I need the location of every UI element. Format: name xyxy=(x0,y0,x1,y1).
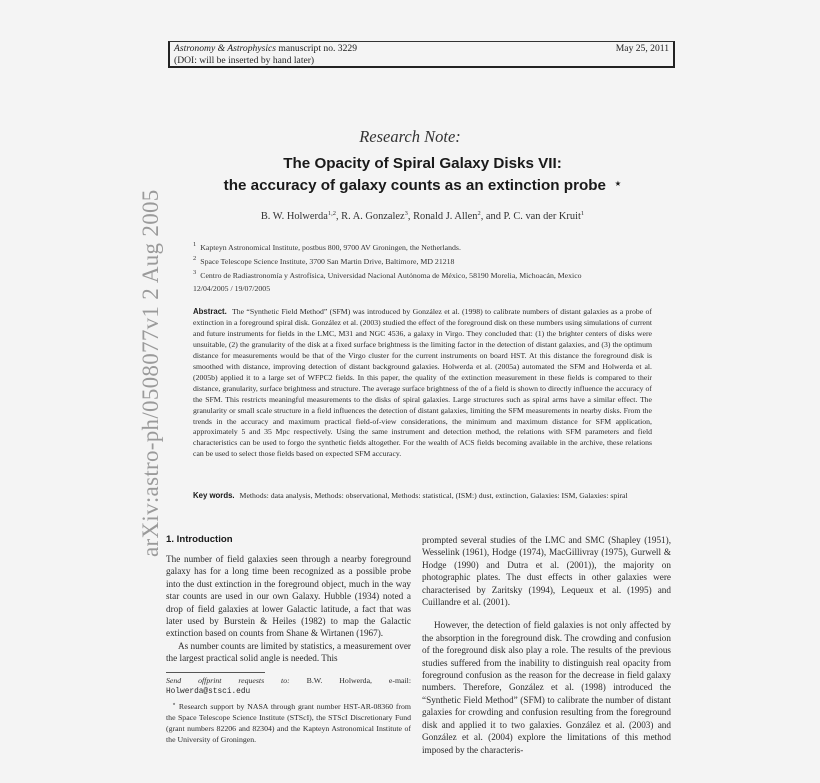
offprint-name: B.W. Holwerda, e-mail: xyxy=(306,676,411,685)
abstract-label: Abstract. xyxy=(193,307,227,316)
received-accepted-dates: 12/04/2005 / 19/07/2005 xyxy=(193,284,271,293)
research-note-label: Research Note: xyxy=(359,127,461,146)
title-line-2-text: the accuracy of galaxy counts as an extinction probe xyxy=(223,177,606,194)
journal-header-row xyxy=(174,43,669,55)
section-heading-introduction: 1. Introduction xyxy=(166,534,233,545)
abstract xyxy=(193,307,652,460)
footnote-star: ⋆ xyxy=(172,700,177,708)
author: R. A. Gonzalez$^3$, xyxy=(341,210,414,222)
paragraph: The number of field galaxies seen through a nearby foreground galaxy has for a long time been recognized as a possible probe into the dust extinction in the foreground object, much in the way star counts are used in our own Galaxy. Hubble (1934) noted a drop of field galaxies at lower Galactic latitude, a fact that was later used by Burstein & Heiles (1982) to map the Galactic extinction based on counts from Shane & Wirtanen (1967). xyxy=(166,554,411,639)
paragraph: As number counts are limited by statistics, a measurement over the largest practical solid angle is needed. This xyxy=(166,640,411,664)
keywords-text: Methods: data analysis, Methods: observational, Methods: statistical, (ISM:) dust, extinction, Galaxies: ISM, Galaxies: spiral xyxy=(239,491,628,500)
affiliation: $^3$ Centro de Radiastronomía y Astrofísica, Universidad Nacional Autónoma de México, 58190 Morelia, Michoacán, Mexico xyxy=(193,269,582,281)
offprint-email: Holwerda@stsci.edu xyxy=(166,687,251,696)
doi-note: (DOI: will be inserted by hand later) xyxy=(174,55,315,66)
keywords xyxy=(193,491,652,502)
abstract-text: The “Synthetic Field Method” (SFM) was introduced by González et al. (1998) to calibrate numbers of distant galaxies as a probe of extinction in a foreground spiral disk. González et al. (2003) studied the effect of the foreground disk on these numbers using simulations of current and future instruments for fields in the LMC, M31 and NGC 4536, a galaxy in Virgo. They concluded that: (1) the brighter centers of disks were unsuitable, (2) the granularity of the disk at a fixed surface brightness is the limiting factor in the detection of distant galaxies, and (3) the optimum distance for measurements would be that of the Virgo cluster for the current instruments on board HST. At this distance the foreground disk is smoothed with distance, improving detection of distant background galaxies. Holwerda et al. (2005a) automated the SFM and Holwerda et al. (2005b) applied it to a large set of WFPC2 fields. In this paper, the quality of the extinction measurement in these fields is compared to their distance, granularity, surface brightness and structure. The average surface brightness of the of a field is shown to directly influence the accuracy of the SFM. This restricts meaningful measurements to the disks of spiral galaxies. Large structures such as spiral arms have a similar effect. The granularity or small scale structure in a field influences the detection of distant galaxies, limiting the SFM measurements in nearby disks. From the trends in the accuracy and maximum practical field-of-view considerations, the minimum and maximum distance for SFM application, approximately 5 and 35 Mpc respectively. Using the same instrument and detection method, the relations with SFM parameters and field characteristics can be used to forgo the synthetic fields altogether. For the wealth of ACS fields becoming available in the archive, these relations can be used to select those fields based on expected SFM accuracy. xyxy=(193,307,652,459)
footnote-divider xyxy=(166,672,265,673)
author: B. W. Holwerda$^{1,2}$, xyxy=(260,210,342,222)
title-footnote-star: ⋆ xyxy=(614,178,622,190)
funding-footnote xyxy=(166,700,411,746)
journal-header-box xyxy=(168,41,675,68)
title-line-1: The Opacity of Spiral Galaxy Disks VII: xyxy=(283,155,562,172)
author: P. C. van der Kruit$^1$ xyxy=(503,210,585,222)
footnotes xyxy=(166,676,411,745)
affiliation: $^2$ Space Telescope Science Institute, 3700 San Martin Drive, Baltimore, MD 21218 xyxy=(193,255,455,267)
journal-manuscript-line xyxy=(174,43,357,55)
offprint-label: Send offprint requests to: xyxy=(166,676,290,685)
author-list xyxy=(0,210,820,222)
offprint-footnote xyxy=(166,676,411,687)
right-column xyxy=(422,534,671,756)
paper-title xyxy=(0,153,820,196)
paragraph: However, the detection of field galaxies is not only affected by the absorption in the foreground disk. The crowding and confusion of the foreground disk also play a role. The results of the previous studies suffered from the inability to distinguish real opacity from foreground confusion as the reason for the decrease in field galaxy numbers. Therefore, González et al. (1998) introduced the “Synthetic Field Method” (SFM) to calibrate the number of distant galaxies for crowding and confusion resulting from the foreground disk and applied it to two galaxies. González et al. (2003) and González et al. (2004) explore the limitations of this method imposed by the characteris- xyxy=(422,620,671,755)
funding-text: Research support by NASA through grant number HST-AR-08360 from the Space Telescope Science Institute (STScI), the STScI Discretionary Fund (grant numbers 82206 and 82304) and the Kapteyn Astronomical Institute of the University of Groningen. xyxy=(166,701,411,744)
header-date: May 25, 2011 xyxy=(615,43,669,54)
journal-name: Astronomy & Astrophysics xyxy=(174,43,276,54)
author: Ronald J. Allen$^2$, and xyxy=(413,210,504,222)
keywords-label: Key words. xyxy=(193,491,235,500)
paragraph: prompted several studies of the LMC and SMC (Shapley (1951), Wesselink (1961), Hodge (1974), MacGillivray (1975), Gurwell & Hodge (1990) and Dutra et al. (2001)), the majority on photographic plates. The dust effects in other galaxies were characterised by Zaritsky (1994), Lequeux et al. (1995) and Cuillandre et al. (2001). xyxy=(422,535,671,608)
affiliation: $^1$ Kapteyn Astronomical Institute, postbus 800, 9700 AV Groningen, the Netherlands. xyxy=(193,241,461,252)
manuscript-number: manuscript no. 3229 xyxy=(278,43,357,54)
left-column xyxy=(166,534,411,665)
arxiv-identifier-stamp: arXiv:astro-ph/0508077v1 2 Aug 2005 xyxy=(138,189,163,557)
title-line-2 xyxy=(0,174,820,196)
affiliation-list xyxy=(193,239,663,282)
